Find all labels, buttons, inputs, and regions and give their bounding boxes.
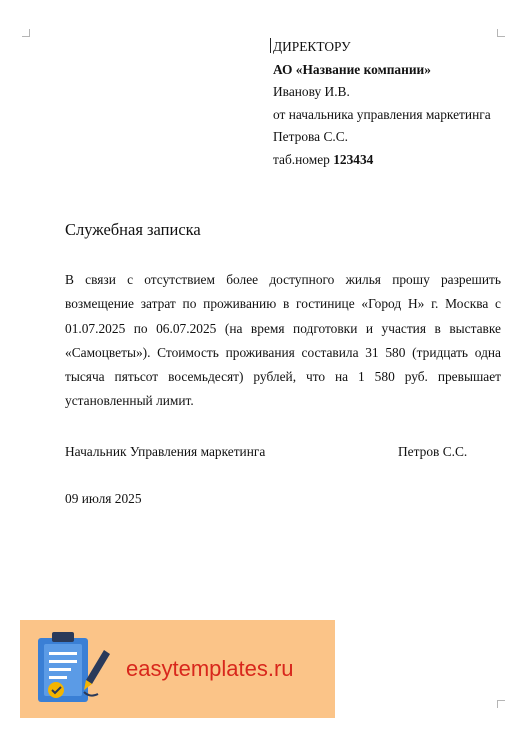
signature-name[interactable]: Петров С.С. <box>398 444 468 459</box>
signature-position[interactable]: Начальник Управления маркетинга <box>65 444 266 459</box>
document-pen-icon <box>34 630 114 708</box>
text-cursor <box>270 38 271 53</box>
addressee-block[interactable] <box>273 36 491 171</box>
page-corner-mark-bottom-right <box>497 700 505 708</box>
document-date[interactable]: 09 июля 2025 <box>65 491 142 506</box>
tab-number-label: таб.номер <box>273 151 334 167</box>
addressee-title: ДИРЕКТОРУ <box>273 39 351 54</box>
addressee-company: АО «Название компании» <box>273 61 431 77</box>
sender-name: Петрова С.С. <box>273 129 349 144</box>
document-title[interactable]: Служебная записка <box>65 220 201 239</box>
page-corner-mark-top-left <box>22 29 30 37</box>
watermark-text[interactable]: easytemplates.ru <box>126 656 294 681</box>
addressee-director-name: Иванову И.В. <box>273 84 350 99</box>
sender-tab-number-line <box>273 149 491 172</box>
document-body[interactable] <box>65 268 501 414</box>
body-text: В связи с отсутствием более доступного жилья прошу разрешить возмещение затрат по проживанию в гостинице «Город Н» г. Москва с 01.07.2025 по 06.07.2025 (на время подготовки и участия в выставке «Самоцветы»). Стоимость проживания составила 31 580 (тридцать одна тысяча пятьсот восемьдесят) рублей, что на 1 580 руб. превышает установленный лимит. <box>65 272 501 409</box>
page-corner-mark-top-right <box>497 29 505 37</box>
tab-number-value: 123434 <box>333 151 374 167</box>
sender-position: от начальника управления маркетинга <box>273 106 491 122</box>
